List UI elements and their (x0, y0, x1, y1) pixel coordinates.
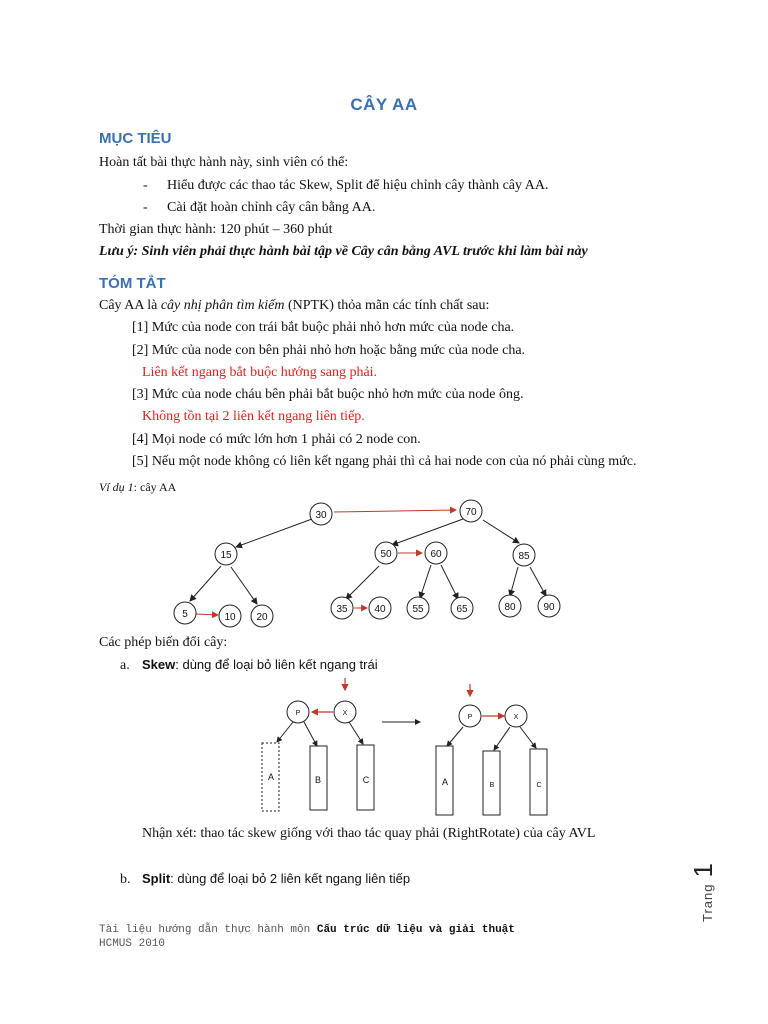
bullet-marker: - (143, 200, 148, 215)
summary-intro (99, 298, 489, 314)
example-label-rest: : cây AA (133, 480, 177, 494)
property-1: [1] Mức của node con trái bắt buộc phải nhỏ hơn mức của node cha. (132, 320, 515, 335)
footer-course-name: Cấu trúc dữ liệu và giải thuật (316, 924, 515, 936)
tree-node-label: 85 (518, 551, 530, 562)
subtree-label: B (314, 775, 322, 785)
skew-term: Skew (142, 657, 176, 672)
tree-node-label: 80 (504, 602, 516, 613)
tree-node-label: 40 (374, 604, 386, 615)
skew-node-label: P (295, 710, 301, 717)
tree-node-label: 60 (430, 549, 442, 560)
tree-node-label: 65 (456, 604, 468, 615)
property-2: [2] Mức của node con bên phải nhỏ hơn hoặc bằng mức của node cha. (132, 343, 526, 358)
bullet-text: Cài đặt hoàn chỉnh cây cân bằng AA. (167, 200, 376, 215)
split-description: : dùng để loại bỏ 2 liên kết ngang liên tiếp (170, 871, 411, 886)
tree-node-label: 70 (465, 507, 477, 518)
skew-remark: Nhận xét: thao tác skew giống với thao tác quay phải (RightRotate) của cây AVL (142, 826, 596, 841)
bullet-text: Hiểu được các thao tác Skew, Split để hiệu chỉnh cây thành cây AA. (167, 178, 549, 193)
subtree-label: C (362, 775, 370, 785)
objectives-bullet (143, 200, 375, 216)
tree-node-label: 50 (380, 549, 392, 560)
tree-node-label: 5 (182, 609, 188, 620)
subtree-label: C (536, 782, 542, 789)
intro-suffix: (NPTK) thỏa mãn các tính chất sau: (284, 298, 490, 313)
objectives-heading: MỤC TIÊU (99, 130, 172, 147)
skew-marker: a. (120, 658, 130, 673)
aa-tree-diagram (0, 490, 768, 630)
red-note-1: Liên kết ngang bắt buộc hướng sang phải. (142, 365, 378, 380)
objectives-intro: Hoàn tất bài thực hành này, sinh viên có thể: (99, 155, 349, 170)
skew-node-label: X (513, 714, 519, 721)
tree-node-label: 20 (256, 612, 268, 623)
intro-italic: cây nhị phân tìm kiếm (160, 298, 285, 313)
page-title: CÂY AA (350, 95, 418, 114)
tree-node-label: 10 (224, 612, 236, 623)
footer-prefix: Tài liệu hướng dẫn thực hành môn (99, 924, 317, 936)
skew-diagram (0, 672, 768, 822)
duration-text: Thời gian thực hành: 120 phút – 360 phút (99, 222, 333, 237)
skew-node-label: P (467, 714, 473, 721)
tree-node-label: 15 (220, 550, 232, 561)
split-term: Split (142, 871, 171, 886)
footer-line-2: HCMUS 2010 (99, 938, 166, 950)
property-5: [5] Nếu một node không có liên kết ngang phải thì cả hai node con của nó phải cùng mức. (132, 454, 637, 469)
prerequisite-note: Lưu ý: Sinh viên phải thực hành bài tập về Cây cân bằng AVL trước khi làm bài này (99, 244, 588, 259)
tree-node-label: 30 (315, 510, 327, 521)
property-3: [3] Mức của node cháu bên phải bắt buộc nhỏ hơn mức của node ông. (132, 387, 524, 402)
skew-node-label: X (342, 710, 348, 717)
transforms-intro: Các phép biến đổi cây: (99, 635, 228, 650)
subtree-label: B (489, 782, 495, 789)
page-number: 1 (688, 863, 718, 878)
subtree-label: A (267, 772, 275, 782)
property-4: [4] Mọi node có mức lớn hơn 1 phải có 2 node con. (132, 432, 421, 447)
split-marker: b. (120, 872, 131, 887)
example-label-italic: Ví dụ 1 (99, 480, 134, 494)
split-item (120, 871, 410, 888)
red-note-2: Không tồn tại 2 liên kết ngang liên tiếp. (142, 409, 365, 424)
page-indicator (688, 863, 719, 922)
tree-node-label: 35 (336, 604, 348, 615)
page-word: Trang (700, 883, 715, 922)
bullet-marker: - (143, 178, 148, 193)
intro-prefix: Cây AA là (99, 298, 161, 313)
footer-line-1 (99, 924, 515, 936)
subtree-label: A (441, 777, 449, 787)
skew-description: : dùng để loại bỏ liên kết ngang trái (175, 657, 378, 672)
tree-node-label: 55 (412, 604, 424, 615)
summary-heading: TÓM TẮT (99, 275, 166, 292)
tree-node-label: 90 (543, 602, 555, 613)
objectives-bullet (143, 178, 548, 194)
